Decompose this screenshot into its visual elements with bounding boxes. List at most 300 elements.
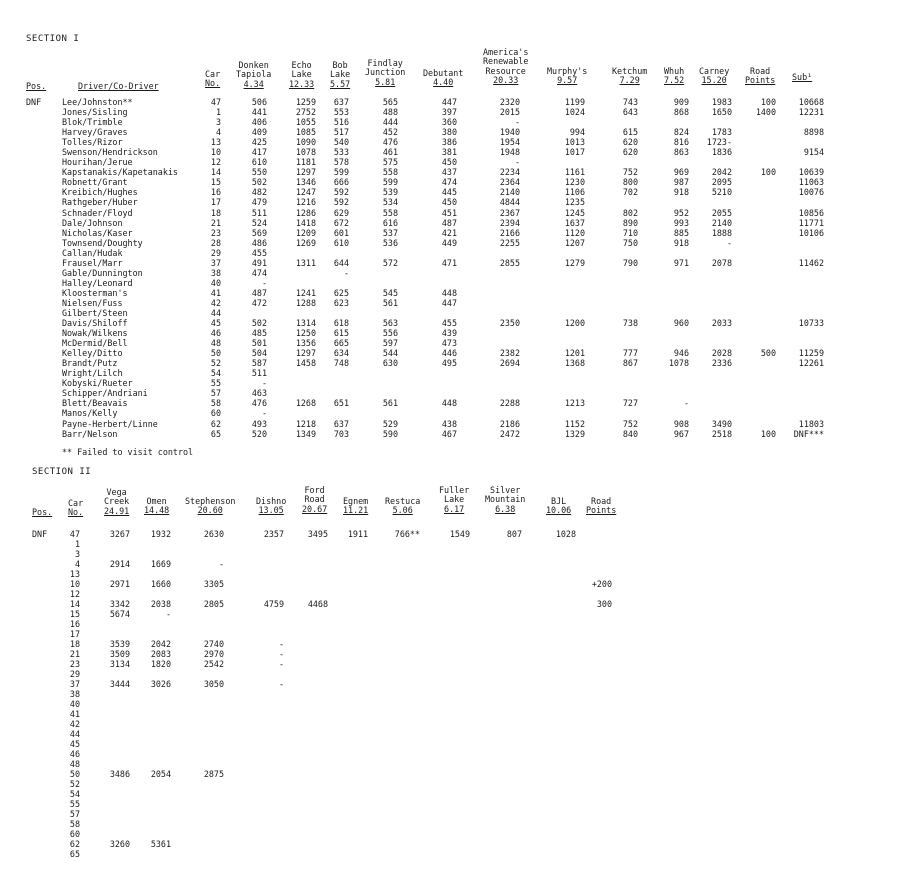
s2-road-cell (586, 529, 612, 539)
s2-restuca-cell (384, 639, 420, 649)
s1-findlay-cell (374, 368, 398, 378)
s2-egnem-cell (344, 689, 368, 699)
s2-dishno-cell (258, 689, 284, 699)
s2-car-cell: 15 (69, 609, 80, 619)
s1-murphy-cell: 1017 (564, 147, 585, 158)
s2-vega-cell (104, 789, 130, 799)
s1-car-cell: 37 (210, 257, 221, 268)
s1-sub-cell (790, 238, 824, 248)
s1-driver-cell: Frausel/Marr (62, 257, 123, 268)
s2-fuller-cell (444, 569, 470, 579)
s2-ford-cell (302, 739, 328, 749)
s2-bjl-cell (550, 809, 576, 819)
s1-murphy-cell: 1201 (564, 348, 585, 359)
s1-road-cell: 100 (760, 97, 776, 107)
s1-ketchum-cell (614, 338, 638, 348)
s2-silver-cell (500, 799, 522, 809)
s2-road-cell (586, 639, 612, 649)
s1-donken-cell: 441 (251, 107, 267, 118)
s1-donken-cell (243, 308, 267, 318)
s2-bjl-cell (550, 769, 576, 779)
s1-driver-cell: Nielsen/Fuss (62, 297, 123, 308)
s1-donken-cell: 417 (251, 147, 267, 158)
s2-dishno-cell: - (278, 679, 284, 689)
hdr-road-points: Road Points (745, 66, 776, 86)
s1-sub-cell: 12261 (798, 358, 824, 369)
s1-findlay-cell: 558 (382, 207, 398, 218)
s1-carney-cell: 2336 (711, 358, 732, 369)
s2-car-cell: 58 (69, 819, 80, 829)
s2-fuller-cell: 1549 (449, 529, 470, 539)
s1-donken-cell: 482 (251, 187, 267, 198)
s1-road-cell (752, 398, 776, 408)
s2-fuller-cell (444, 599, 470, 609)
s2-stephenson-cell (198, 749, 224, 759)
s2-restuca-cell (384, 629, 420, 639)
s2-egnem-cell (344, 539, 368, 549)
hdr-pos: Pos. (26, 81, 47, 91)
s1-findlay-cell: 539 (382, 187, 398, 198)
s2-bjl-cell (550, 819, 576, 829)
s1-echo-cell: 2752 (295, 107, 316, 118)
s2-ford-cell (302, 779, 328, 789)
s2-egnem-cell (344, 829, 368, 839)
s2-vega-cell (104, 699, 130, 709)
s1-sub-cell (790, 288, 824, 298)
s2-ford-cell (302, 749, 328, 759)
s1-america-cell: 2364 (499, 177, 520, 188)
s1-murphy-cell: 1279 (564, 257, 585, 268)
s2-car-cell: 12 (69, 589, 80, 599)
s1-america-cell: 2255 (499, 237, 520, 248)
s1-echo-cell (290, 248, 316, 258)
s2-ford-cell (302, 719, 328, 729)
s2-omen-cell (145, 539, 171, 549)
s2-omen-cell (145, 719, 171, 729)
s2-bjl-cell (550, 679, 576, 689)
s1-ketchum-cell: 777 (622, 348, 638, 359)
s1-carney-cell: 2095 (711, 177, 732, 188)
s2-bjl-cell (550, 549, 576, 559)
s2-road-cell (586, 849, 612, 859)
s1-whuh-cell: 967 (673, 428, 689, 439)
s1-driver-cell: Rathgeber/Huber (62, 197, 138, 208)
s1-donken-cell: 493 (251, 418, 267, 429)
s1-carney-cell: - (726, 237, 732, 248)
s1-america-cell: 2367 (499, 207, 520, 218)
s2-bjl-cell (550, 749, 576, 759)
s1-car-cell: 55 (210, 378, 221, 389)
s1-sub-cell: 8898 (803, 127, 824, 138)
s2-vega-cell (104, 779, 130, 789)
s1-echo-col (290, 97, 316, 439)
s1-bob-cell: 666 (333, 177, 349, 188)
s1-bob-cell: 637 (333, 418, 349, 429)
s2-egnem-cell (344, 799, 368, 809)
s1-driver-cell: Wright/Lilch (62, 368, 123, 379)
s2-car-cell: 50 (69, 769, 80, 779)
s2-bjl-cell (550, 659, 576, 669)
s2-dishno-cell (258, 779, 284, 789)
s1-driver-cell: Tolles/Rizor (62, 137, 123, 148)
s1-donken-cell: 491 (251, 257, 267, 268)
s2-silver-cell (500, 539, 522, 549)
s1-murphy-cell: 1200 (564, 318, 585, 329)
s2-car-cell: 44 (69, 729, 80, 739)
s2-ford-cell (302, 559, 328, 569)
s1-echo-cell: 1241 (295, 287, 316, 298)
s1-echo-cell: 1269 (295, 237, 316, 248)
s2-car-cell: 21 (69, 649, 80, 659)
s1-carney-cell (702, 368, 732, 378)
s2-road-cell (586, 569, 612, 579)
s2-vega-cell (104, 619, 130, 629)
s1-sub-cell: 10076 (798, 187, 824, 198)
s1-driver-cell: Gable/Dunnington (62, 267, 143, 278)
s2-stephenson-cell (198, 699, 224, 709)
s2-ford-cell (302, 799, 328, 809)
s1-carney-cell: 3490 (711, 418, 732, 429)
s2-vega-cell (104, 749, 130, 759)
s1-donken-cell: 610 (251, 157, 267, 168)
s1-debutant-cell: 473 (441, 338, 457, 349)
s1-road-cell (752, 298, 776, 308)
s1-debutant-cell: 471 (441, 257, 457, 268)
s1-america-cell: 2394 (499, 217, 520, 228)
s2-fuller-cell (444, 819, 470, 829)
s1-echo-cell: 1218 (295, 418, 316, 429)
s1-murphy-cell: 1013 (564, 137, 585, 148)
s2-ford-cell (302, 539, 328, 549)
s1-sub-cell (790, 268, 824, 278)
s2-car-cell: 52 (69, 779, 80, 789)
s2-vega-cell: 3267 (109, 529, 130, 539)
s1-ketchum-cell: 802 (622, 207, 638, 218)
s1-car-cell: 52 (210, 358, 221, 369)
s2-restuca-cell (384, 769, 420, 779)
s1-ketchum-cell: 840 (622, 428, 638, 439)
s2-dishno-cell (258, 539, 284, 549)
s2-restuca-cell (384, 589, 420, 599)
s2-ford-cell (302, 759, 328, 769)
s2-restuca-cell (384, 759, 420, 769)
s1-driver-cell: Halley/Leonard (62, 277, 133, 288)
s2-silver-cell (500, 749, 522, 759)
s1-car-cell: 3 (215, 117, 221, 128)
s2-vega-cell (104, 689, 130, 699)
s1-carney-cell: 1650 (711, 107, 732, 118)
s2-silver-col (500, 529, 522, 859)
s1-ketchum-cell: 743 (622, 97, 638, 107)
s2-egnem-cell (344, 779, 368, 789)
s2-fuller-cell (444, 829, 470, 839)
s2-bjl-cell (550, 689, 576, 699)
s1-debutant-cell: 448 (441, 287, 457, 298)
s1-echo-cell: 1418 (295, 217, 316, 228)
s1-ketchum-cell: 738 (622, 318, 638, 329)
s2-stephenson-cell (198, 719, 224, 729)
s2-car-cell: 65 (69, 849, 80, 859)
s2-egnem-cell (344, 559, 368, 569)
s2-vega-cell (104, 819, 130, 829)
s1-findlay-cell: 597 (382, 338, 398, 349)
s1-carney-cell (702, 378, 732, 388)
s1-whuh-cell: 971 (673, 257, 689, 268)
s1-road-cell (752, 218, 776, 228)
s1-whuh-cell: 909 (673, 97, 689, 107)
s1-findlay-cell (374, 278, 398, 288)
s1-whuh-cell (665, 197, 689, 207)
s1-murphy-cell (557, 288, 585, 298)
s1-sub-cell (790, 308, 824, 318)
s1-murphy-cell: 1106 (564, 187, 585, 198)
s1-road-cell (752, 248, 776, 258)
s1-bob-cell: 533 (333, 147, 349, 158)
s1-ketchum-cell: 752 (622, 167, 638, 178)
s1-sub-cell: 11259 (798, 348, 824, 359)
s2-silver-cell (500, 629, 522, 639)
s2-vega-cell (104, 719, 130, 729)
s2-fuller-cell (444, 619, 470, 629)
s1-bob-cell: 625 (333, 287, 349, 298)
s1-sub-cell: 11063 (798, 177, 824, 188)
s2-car-cell: 4 (74, 559, 80, 569)
s1-sub-cell (790, 328, 824, 338)
s1-driver-cell: Kreibich/Hughes (62, 187, 138, 198)
s2-bjl-cell (550, 699, 576, 709)
s1-bob-cell: 703 (333, 428, 349, 439)
s2-omen-cell (145, 749, 171, 759)
s1-whuh-cell (665, 278, 689, 288)
s2-road-cell (586, 589, 612, 599)
s2-ford-cell (302, 569, 328, 579)
s1-car-cell: 4 (215, 127, 221, 138)
s1-car-cell: 18 (210, 207, 221, 218)
s1-road-cell: 1400 (755, 107, 776, 118)
s2-road-cell (586, 789, 612, 799)
s1-echo-cell: 1090 (295, 137, 316, 148)
s1-debutant-cell: 448 (441, 398, 457, 409)
s1-debutant-cell: 437 (441, 167, 457, 178)
s1-sub-cell: DNF*** (793, 428, 824, 439)
hdr-bob: Bob Lake 5.57 (330, 60, 351, 89)
s1-murphy-cell (557, 388, 585, 398)
s1-donken-cell: 506 (251, 97, 267, 107)
s1-findlay-cell: 630 (382, 358, 398, 369)
s2-dishno-cell: 4759 (263, 599, 284, 609)
s1-findlay-cell: 616 (382, 217, 398, 228)
s1-donken-cell: 425 (251, 137, 267, 148)
s2-vega-cell (104, 739, 130, 749)
s1-whuh-cell: 885 (673, 227, 689, 238)
s1-america-cell: - (514, 157, 520, 168)
s2-restuca-cell (384, 729, 420, 739)
s1-bob-cell: 618 (333, 318, 349, 329)
s2-vega-cell (104, 759, 130, 769)
s2-egnem-cell (344, 739, 368, 749)
s2-omen-cell (145, 569, 171, 579)
s2-restuca-cell (384, 789, 420, 799)
s2-fuller-cell (444, 799, 470, 809)
s1-carney-cell: 2518 (711, 428, 732, 439)
s1-debutant-cell: 451 (441, 207, 457, 218)
s1-echo-cell: 1078 (295, 147, 316, 158)
s1-bob-cell (328, 368, 349, 378)
s1-carney-cell: 1836 (711, 147, 732, 158)
s1-bob-cell: 623 (333, 297, 349, 308)
s1-sub-cell: 9154 (803, 147, 824, 158)
s2-egnem-cell: 1911 (347, 529, 368, 539)
s2-dishno-cell (258, 699, 284, 709)
hdr-carney: Carney 15.20 (699, 66, 730, 86)
s1-murphy-cell: 1230 (564, 177, 585, 188)
s2-fuller-cell (444, 759, 470, 769)
s2-vega-cell (104, 629, 130, 639)
s2-car-cell: 54 (69, 789, 80, 799)
s1-murphy-cell: 1161 (564, 167, 585, 178)
s1-car-col (203, 97, 221, 439)
s2-egnem-cell (344, 679, 368, 689)
s2-road-cell (586, 739, 612, 749)
s1-bob-cell: 540 (333, 137, 349, 148)
s1-bob-cell: 517 (333, 127, 349, 138)
s2-ford-cell (302, 729, 328, 739)
s2-egnem-cell (344, 649, 368, 659)
s1-car-cell: 23 (210, 227, 221, 238)
s1-driver-cell: Blett/Beavais (62, 398, 128, 409)
s1-driver-cell: Lee/Johnston** (62, 97, 133, 107)
s1-donken-cell: 520 (251, 428, 267, 439)
s1-donken-cell: 569 (251, 227, 267, 238)
s1-road-cell (752, 388, 776, 398)
s1-murphy-cell: 1024 (564, 107, 585, 118)
s2-stephenson-cell (198, 809, 224, 819)
s2-road-cell (586, 609, 612, 619)
s1-car-cell: 29 (210, 247, 221, 258)
s2-fuller-cell (444, 699, 470, 709)
s1-america-cell: 1954 (499, 137, 520, 148)
s2-restuca-cell: 766** (394, 529, 420, 539)
s2-restuca-cell (384, 599, 420, 609)
s2-road-cell (586, 709, 612, 719)
s2-fuller-cell (444, 559, 470, 569)
s1-driver-cell: Nowak/Wilkens (62, 328, 128, 339)
s2-omen-cell: 2042 (150, 639, 171, 649)
s2-car-cell: 40 (69, 699, 80, 709)
s2-omen-cell (145, 759, 171, 769)
s2-silver-cell (500, 769, 522, 779)
s2-road-cell (586, 719, 612, 729)
s2-silver-cell (500, 709, 522, 719)
s2-restuca-cell (384, 779, 420, 789)
s1-ketchum-cell: 620 (622, 137, 638, 148)
s1-debutant-cell (433, 408, 457, 418)
s2-hdr-vega: Vega Creek 24.91 (104, 487, 130, 516)
s1-echo-cell: 1297 (295, 348, 316, 359)
s2-hdr-pos: Pos. (32, 507, 53, 517)
s2-dishno-cell (258, 549, 284, 559)
s2-vega-col (104, 529, 130, 859)
s1-carney-cell (702, 298, 732, 308)
s2-bjl-cell (550, 759, 576, 769)
s2-vega-cell (104, 849, 130, 859)
s2-stephenson-cell (198, 549, 224, 559)
s2-stephenson-cell (198, 839, 224, 849)
s2-stephenson-cell: 2542 (203, 659, 224, 669)
s2-hdr-road-points: Road Points (586, 496, 617, 516)
hdr-donken: Donken Tapiola 4.34 (236, 60, 272, 89)
s1-findlay-cell: 572 (382, 257, 398, 268)
s2-omen-cell: 2038 (150, 599, 171, 609)
s1-carney-cell: 1983 (711, 97, 732, 107)
s2-hdr-bjl: BJL 10.06 (546, 496, 572, 516)
s1-driver-cell: Dale/Johnson (62, 217, 123, 228)
s1-findlay-cell: 599 (382, 177, 398, 188)
s2-fuller-cell (444, 789, 470, 799)
s2-silver-cell (500, 839, 522, 849)
s2-bjl-cell (550, 739, 576, 749)
s2-stephenson-cell (198, 849, 224, 859)
s1-bob-cell: 592 (333, 197, 349, 208)
s1-whuh-cell: 946 (673, 348, 689, 359)
s2-hdr-car: Car No. (68, 498, 84, 518)
s2-road-cell (586, 759, 612, 769)
section1-title: SECTION I (26, 34, 80, 44)
s1-road-cell (752, 208, 776, 218)
s2-ford-cell (302, 609, 328, 619)
s1-donken-cell: 502 (251, 318, 267, 329)
s2-silver-cell (500, 779, 522, 789)
s2-car-cell: 37 (69, 679, 80, 689)
s1-driver-cell: Robnett/Grant (62, 177, 128, 188)
s1-car-cell: 47 (210, 97, 221, 107)
s2-silver-cell (500, 719, 522, 729)
s1-donken-cell: 504 (251, 348, 267, 359)
s2-bjl-cell (550, 579, 576, 589)
s1-bob-cell (328, 248, 349, 258)
s2-vega-cell (104, 809, 130, 819)
s2-road-cell (586, 749, 612, 759)
s2-bjl-cell (550, 639, 576, 649)
s2-omen-cell: 1669 (150, 559, 171, 569)
s2-hdr-ford: Ford Road 20.67 (302, 485, 328, 514)
s1-america-cell (492, 268, 520, 278)
s2-bjl-cell (550, 569, 576, 579)
s2-omen-cell (145, 549, 171, 559)
s2-road-cell (586, 559, 612, 569)
s1-road-cell (752, 238, 776, 248)
s1-car-cell: 12 (210, 157, 221, 168)
s1-whuh-cell: 960 (673, 318, 689, 329)
hdr-america: America's Renewable Resource 20.33 (483, 47, 529, 85)
s1-road-cell (752, 358, 776, 368)
s1-sub-cell (790, 368, 824, 378)
s1-sub-cell: 10733 (798, 318, 824, 329)
s2-silver-cell (500, 639, 522, 649)
s2-car-cell: 16 (69, 619, 80, 629)
s1-america-cell: 2140 (499, 187, 520, 198)
s2-egnem-cell (344, 629, 368, 639)
s1-debutant-cell (433, 268, 457, 278)
section2-title: SECTION II (32, 467, 92, 477)
s1-donken-cell: 485 (251, 328, 267, 339)
s2-fuller-cell (444, 609, 470, 619)
s2-restuca-cell (384, 579, 420, 589)
s2-omen-cell (145, 699, 171, 709)
s1-ketchum-cell: 620 (622, 147, 638, 158)
s1-debutant-cell: 455 (441, 318, 457, 329)
s2-egnem-cell (344, 669, 368, 679)
